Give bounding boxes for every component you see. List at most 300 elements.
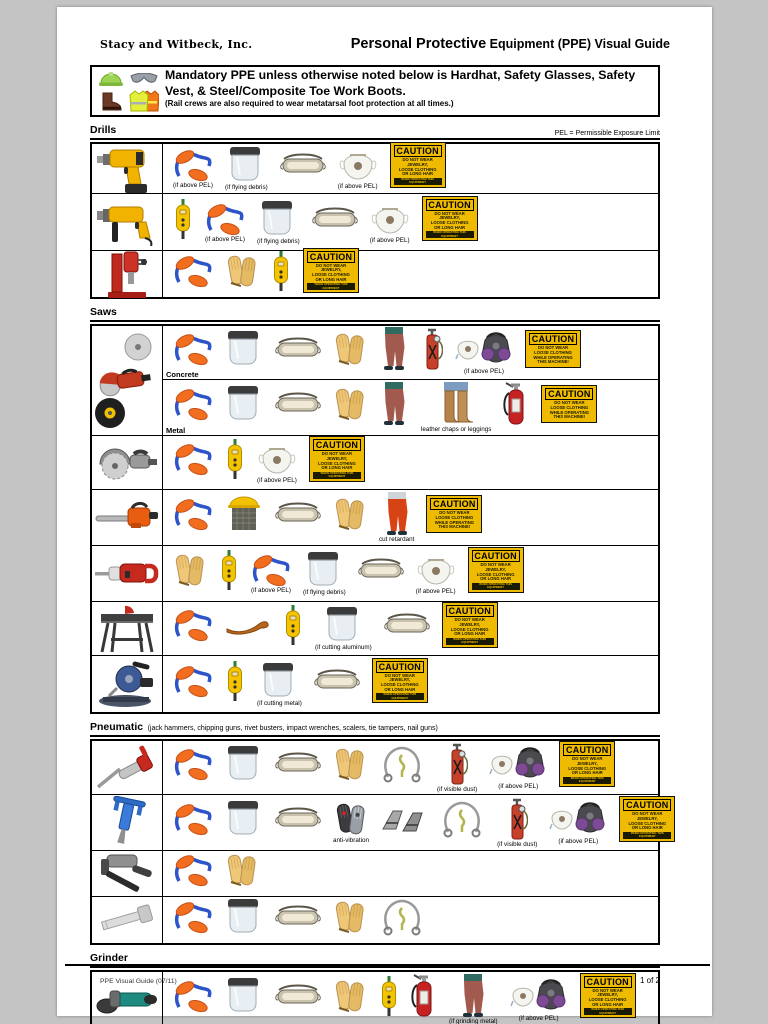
ppe-item — [358, 556, 404, 591]
tool-row — [92, 251, 658, 297]
safety-vests-icon — [129, 90, 159, 112]
respirator-combo-icon — [489, 745, 547, 783]
tool-cell — [92, 251, 163, 297]
circular-saw-image — [96, 442, 158, 484]
cut-retardant-chaps-icon — [382, 492, 412, 536]
caution-machine-sign — [541, 385, 597, 423]
chaps-icon — [458, 974, 488, 1018]
gfci-cord-icon — [283, 604, 303, 646]
caution-sign-title: CAUTION — [623, 799, 671, 811]
ppe-item — [455, 330, 513, 375]
ppe-item — [257, 441, 297, 484]
ppe-item — [225, 330, 263, 375]
tool-cell — [92, 436, 163, 489]
ppe-caption: (if cutting aluminum) — [315, 644, 372, 651]
ppe-caption: (if above PEL) — [369, 236, 410, 244]
caution-machine-sign — [525, 330, 581, 368]
ppe-item — [271, 250, 291, 299]
caution-sign-title: CAUTION — [472, 550, 520, 562]
caution-equipment-sign — [422, 196, 478, 242]
caution-sign-line: WHEN OPERATING THIS EQUIPMENT — [563, 777, 611, 784]
caution-sign-line: DO NOT WEAR JEWELRY, — [434, 210, 465, 221]
ppe-cell — [163, 546, 658, 601]
caution-sign-line: LOOSE CLOTHING — [628, 820, 667, 826]
angle-grinder-image — [96, 981, 158, 1017]
caution-sign-line: DO NOT WEAR — [439, 509, 470, 515]
ppe-item — [333, 899, 367, 942]
ppe-item — [333, 496, 367, 539]
ppe-item — [225, 438, 245, 487]
ppe-item — [219, 549, 239, 598]
mag-drill-image — [104, 250, 150, 298]
caution-equipment-sign — [559, 741, 615, 787]
ppe-item — [549, 800, 607, 845]
ppe-item — [173, 664, 213, 705]
ppe-item — [257, 662, 302, 707]
ppe-item — [225, 745, 263, 790]
earplugs-icon — [173, 747, 213, 781]
ppe-cell — [163, 897, 658, 943]
ppe-item — [303, 551, 346, 596]
ppe-item — [439, 800, 485, 845]
water-extinguisher-icon — [506, 797, 528, 841]
ppe-caption: (if above PEL) — [464, 368, 504, 375]
earplugs-icon — [173, 497, 213, 531]
ppe-item — [333, 746, 367, 789]
caution-sign-line: OR LONG HAIR — [315, 276, 347, 282]
fire-extinguisher-icon — [411, 973, 437, 1019]
ppe-item — [333, 331, 367, 374]
safety-glasses-icon — [130, 73, 158, 84]
ppe-caption: anti-vibration — [333, 837, 370, 844]
ppe-item — [421, 382, 491, 433]
ppe-item — [541, 385, 597, 430]
leather-leggings-icon — [439, 382, 473, 426]
ppe-item — [379, 745, 425, 790]
earplugs-icon — [173, 664, 213, 698]
water-extinguisher-icon — [446, 742, 468, 786]
ppe-item — [489, 745, 547, 790]
caution-sign-line: OR LONG HAIR — [321, 465, 353, 471]
caution-sign-line: LOOSE CLOTHING — [534, 349, 572, 355]
caution-machine-sign — [426, 495, 482, 533]
caution-equipment-sign — [372, 658, 428, 704]
ppe-item — [173, 387, 213, 428]
caution-equipment-sign — [442, 602, 498, 648]
face-shield-icon — [260, 662, 298, 700]
chipping-hammer-image — [96, 745, 158, 791]
caution-sign-line: LOOSE CLOTHING — [312, 272, 350, 278]
caution-sign-line: OR LONG HAIR — [434, 224, 466, 230]
caution-sign-line: WHEN OPERATING THIS EQUIPMENT — [584, 1008, 632, 1015]
ppe-caption: (if flying debris) — [257, 237, 300, 245]
leather-gloves-icon — [333, 496, 367, 532]
goggles-icon — [275, 500, 321, 528]
caution-sign-title: CAUTION — [584, 976, 632, 988]
gfci-cord-icon — [225, 660, 245, 702]
ppe-item — [309, 436, 365, 489]
goggles-icon — [358, 556, 404, 584]
ppe-item — [381, 805, 427, 840]
respirator-combo-icon — [510, 977, 568, 1015]
caution-sign-line: WHEN OPERATING THIS EQUIPMENT — [313, 472, 361, 479]
section-grinder — [90, 948, 660, 1024]
tool-row — [92, 851, 658, 897]
face-shield-icon — [305, 551, 343, 589]
caution-sign-line: LOOSE CLOTHING — [318, 460, 356, 466]
mandatory-ppe-rail-note: (Rail crews are also required to wear metatarsal foot protection at all times.) — [165, 99, 454, 108]
ppe-caption: (if above PEL) — [173, 182, 213, 189]
gfci-cord-icon — [225, 438, 245, 480]
ppe-item — [173, 979, 213, 1020]
caution-sign-line: LOOSE CLOTHING — [550, 404, 589, 410]
face-shield-icon — [259, 200, 297, 238]
tool-row — [92, 795, 669, 851]
ppe-item — [173, 442, 213, 483]
material-label: Concrete — [166, 370, 199, 379]
ppe-item — [173, 254, 213, 295]
tool-cell — [92, 490, 163, 545]
section-note: PEL = Permissible Exposure Limit — [554, 130, 660, 137]
ppe-item — [275, 903, 321, 938]
reciprocating-saw-image — [95, 557, 159, 591]
ppe-caption: (if flying debris) — [225, 184, 268, 191]
dust-mask-icon — [258, 441, 296, 477]
caution-sign-line: LOOSE CLOTHING — [450, 626, 489, 632]
face-shield-icon — [225, 800, 263, 838]
footer-page-number: 1 of 2 — [639, 976, 660, 985]
earplugs-icon — [173, 979, 213, 1013]
goggles-icon — [275, 750, 321, 778]
anti-vibration-gloves-icon — [334, 801, 368, 837]
caution-sign-line: LOOSE CLOTHING — [430, 220, 469, 226]
cordless-drill-image — [96, 144, 158, 194]
caution-equipment-sign — [390, 142, 446, 188]
ppe-item — [312, 205, 358, 240]
hardhat-icon — [99, 70, 123, 87]
tool-cell — [92, 741, 163, 794]
tool-cell — [92, 546, 163, 601]
tool-row — [92, 656, 658, 712]
caution-sign-title: CAUTION — [313, 439, 361, 451]
ppe-item — [372, 658, 428, 711]
water-extinguisher-icon — [421, 327, 443, 371]
goggles-icon — [275, 390, 321, 418]
ppe-item — [225, 615, 271, 642]
ppe-cell — [163, 795, 669, 850]
ppe-caption: (if above PEL) — [518, 1014, 559, 1022]
goggles-icon — [275, 805, 321, 833]
leather-gloves-icon — [225, 852, 259, 888]
leather-gloves-icon — [333, 331, 367, 367]
caution-sign-title: CAUTION — [394, 145, 442, 157]
caution-sign-line: LOOSE CLOTHING — [380, 682, 419, 688]
section-title: Saws — [90, 306, 117, 318]
jackhammer-image — [107, 796, 147, 850]
caution-sign-line: WHILE OPERATING — [533, 354, 573, 360]
ppe-caption: (if flying debris) — [303, 589, 346, 596]
caution-equipment-sign — [580, 973, 636, 1019]
ppe-caption: leather chaps or leggings — [421, 426, 492, 433]
ppe-item — [251, 553, 291, 594]
ppe-item — [173, 497, 213, 538]
ppe-item — [449, 974, 498, 1024]
ppe-caption: (if cutting metal) — [257, 699, 302, 707]
ppe-item — [426, 495, 482, 540]
gfci-cord-icon — [379, 975, 399, 1017]
ppe-cell — [163, 972, 658, 1024]
caution-equipment-sign — [619, 796, 675, 842]
ppe-caption: (if above PEL) — [337, 183, 378, 190]
caution-sign-line: DO NOT WEAR JEWELRY, — [402, 157, 433, 167]
metatarsal-guards-icon — [381, 805, 427, 833]
tool-row — [92, 602, 658, 656]
leather-gloves-icon — [333, 746, 367, 782]
caution-sign-line: DO NOT WEAR — [537, 344, 569, 350]
tool-cell — [92, 897, 163, 943]
ppe-caption: (if above PEL) — [558, 838, 599, 845]
face-shield-icon — [227, 146, 265, 184]
face-shield-icon — [225, 330, 263, 368]
earplugs-icon — [173, 387, 213, 421]
whip-check-icon — [379, 898, 425, 936]
ppe-item — [411, 973, 437, 1024]
caution-equipment-sign — [309, 436, 365, 482]
section-header — [90, 302, 660, 322]
dust-mask-icon — [339, 147, 377, 183]
leather-gloves-icon — [333, 899, 367, 935]
tool-cell — [92, 656, 163, 712]
leather-gloves-icon — [225, 253, 259, 289]
page-title — [351, 35, 670, 53]
earplugs-icon — [173, 254, 213, 288]
cutoff-saw-image — [94, 331, 160, 431]
face-shield-icon — [225, 385, 263, 423]
gfci-cord-icon — [173, 198, 193, 240]
goggles-icon — [314, 667, 360, 695]
mesh-face-shield-icon — [225, 494, 263, 534]
mandatory-ppe-statement: Mandatory PPE unless otherwise noted below is Hardhat, Safety Glasses, Safety Vest, & Steel/Composite Toe Work Boots. — [165, 68, 636, 98]
face-shield-icon — [225, 745, 263, 783]
caution-sign-line: OR LONG HAIR — [571, 770, 603, 776]
fire-extinguisher-icon — [503, 381, 529, 427]
ppe-caption: (if above PEL) — [251, 587, 291, 594]
section-pneumatic — [90, 717, 669, 945]
earplugs-icon — [205, 202, 245, 236]
tool-row — [92, 897, 658, 943]
respirator-combo-icon — [455, 330, 513, 368]
ppe-caption: (if visible dust) — [497, 841, 538, 848]
caution-equipment-sign — [303, 248, 359, 294]
caution-sign-line: OR LONG HAIR — [454, 631, 486, 637]
ppe-item — [225, 977, 263, 1022]
chaps-icon — [379, 382, 409, 426]
mandatory-ppe-icons — [92, 67, 161, 115]
tool-row — [92, 326, 658, 436]
tool-row — [92, 194, 658, 251]
ppe-caption: (if above PEL) — [498, 783, 539, 790]
ppe-caption: (if above PEL) — [415, 588, 456, 595]
tool-cell — [92, 851, 163, 896]
caution-sign-title: CAUTION — [426, 199, 474, 211]
ppe-sections — [90, 120, 669, 1024]
whip-check-icon — [379, 745, 425, 783]
ppe-item — [379, 382, 409, 433]
section-header — [90, 120, 660, 140]
ppe-cell — [163, 251, 658, 297]
face-shield-icon — [225, 977, 263, 1015]
ppe-table — [90, 739, 669, 945]
face-shield-icon — [225, 898, 263, 936]
miter-saw-image — [97, 660, 157, 708]
ppe-item — [333, 801, 369, 844]
mandatory-ppe-box — [90, 65, 660, 117]
ppe-table — [90, 324, 660, 714]
tool-row — [92, 144, 658, 194]
ppe-item — [280, 151, 326, 186]
ppe-item — [225, 660, 245, 709]
ppe-item — [225, 385, 263, 430]
tool-cell — [92, 144, 163, 193]
subrow-wrap — [163, 326, 658, 435]
ppe-cell — [163, 656, 658, 712]
tool-row — [92, 490, 658, 546]
ppe-caption: (if visible dust) — [437, 786, 478, 793]
caution-sign-line: WHILE OPERATING — [434, 519, 474, 525]
ppe-item — [525, 330, 581, 375]
ppe-item — [442, 602, 498, 655]
ppe-caption: (if above PEL) — [257, 477, 297, 484]
caution-sign-line: DO NOT WEAR JEWELRY, — [321, 451, 353, 461]
caution-sign-line: OR LONG HAIR — [592, 1001, 624, 1007]
ppe-item — [314, 667, 360, 702]
ppe-item — [390, 142, 446, 195]
caution-sign-line: OR LONG HAIR — [384, 686, 416, 692]
section-drills — [90, 120, 660, 299]
company-logo: Stacy and Witbeck, Inc. — [100, 38, 253, 51]
corded-drill-image — [97, 198, 157, 246]
whip-check-icon — [439, 800, 485, 838]
ppe-item — [379, 898, 425, 943]
leather-gloves-icon — [333, 978, 367, 1014]
ppe-cell — [163, 144, 658, 193]
goggles-icon — [275, 335, 321, 363]
nail-gun-image — [99, 851, 155, 897]
gfci-cord-icon — [271, 250, 291, 292]
caution-sign-line: WHEN OPERATING THIS EQUIPMENT — [307, 283, 355, 290]
tool-row — [92, 546, 658, 602]
caution-sign-line: DO NOT WEAR — [554, 399, 585, 405]
ppe-item — [173, 853, 213, 894]
earplugs-icon — [173, 332, 213, 366]
table-saw-image — [99, 604, 155, 654]
caution-sign-line: WHILE OPERATING — [549, 409, 589, 415]
caution-sign-line: LOOSE CLOTHING — [398, 166, 437, 172]
caution-sign-line: OR LONG HAIR — [631, 825, 663, 831]
section-header — [90, 717, 660, 737]
ppe-item — [275, 805, 321, 840]
ppe-item — [275, 750, 321, 785]
caution-equipment-sign — [468, 547, 524, 593]
leather-gloves-icon — [173, 552, 207, 588]
section-saws — [90, 302, 660, 714]
caution-sign-line: WHEN OPERATING THIS EQUIPMENT — [446, 638, 494, 645]
caution-sign-title: CAUTION — [545, 388, 593, 400]
caution-sign-line: LOOSE CLOTHING — [476, 571, 515, 577]
goggles-icon — [384, 611, 430, 639]
ppe-item — [225, 852, 259, 895]
caution-sign-title: CAUTION — [446, 605, 494, 617]
footer-doc-name: PPE Visual Guide (07/11) — [100, 978, 177, 985]
leather-gloves-icon — [333, 386, 367, 422]
ppe-item — [510, 977, 568, 1022]
tool-cell — [92, 795, 163, 850]
ppe-table — [90, 142, 660, 299]
ppe-item — [173, 900, 213, 941]
ppe-item — [379, 492, 414, 543]
document-page — [57, 7, 712, 1024]
ppe-item — [225, 494, 263, 541]
caution-sign-line: DO NOT WEAR JEWELRY, — [592, 987, 623, 998]
section-title: Pneumatic — [90, 721, 144, 733]
face-shield-icon — [324, 606, 362, 644]
earplugs-icon — [251, 553, 291, 587]
caution-sign-line: DO NOT WEAR JEWELRY, — [384, 672, 415, 683]
push-stick-icon — [225, 615, 271, 635]
ppe-caption: (if grinding metal) — [449, 1017, 498, 1024]
ppe-item — [422, 196, 478, 249]
ppe-cell — [163, 851, 658, 896]
caution-sign-title: CAUTION — [563, 744, 611, 756]
caution-sign-line: LOOSE CLOTHING — [588, 997, 627, 1003]
ppe-item — [225, 253, 259, 296]
goggles-icon — [275, 903, 321, 931]
tamper-bar-image — [98, 899, 156, 941]
tool-row — [92, 972, 658, 1024]
earplugs-icon — [173, 442, 213, 476]
caution-sign-line: WHEN OPERATING THIS EQUIPMENT — [376, 693, 424, 700]
ppe-item — [205, 202, 245, 243]
ppe-cell — [163, 436, 658, 489]
ppe-item — [559, 741, 615, 794]
dust-mask-icon — [417, 552, 455, 588]
ppe-item — [503, 381, 529, 434]
caution-sign-line: DO NOT WEAR JEWELRY, — [572, 756, 603, 766]
goggles-icon — [275, 982, 321, 1010]
ppe-item — [173, 332, 213, 373]
earplugs-icon — [173, 148, 213, 182]
work-boot-icon — [100, 92, 122, 111]
ppe-item — [275, 982, 321, 1017]
caution-sign-line: DO NOT WEAR JEWELRY, — [480, 562, 511, 572]
ppe-caption: (if above PEL) — [205, 235, 245, 243]
ppe-item — [283, 604, 303, 653]
mandatory-ppe-text — [161, 67, 658, 115]
ppe-item — [173, 148, 213, 189]
tool-row — [92, 436, 658, 490]
goggles-icon — [280, 151, 326, 179]
ppe-item — [173, 747, 213, 788]
caution-sign-line: WHEN OPERATING THIS EQUIPMENT — [426, 231, 474, 238]
ppe-item — [468, 547, 524, 600]
ppe-item — [173, 198, 193, 247]
ppe-item — [379, 975, 399, 1024]
earplugs-icon — [173, 900, 213, 934]
caution-sign-line: DO NOT WEAR JEWELRY, — [454, 617, 485, 627]
caution-sign-line: LOOSE CLOTHING — [435, 514, 474, 520]
section-subtitle: (jack hammers, chipping guns, rivet busters, impact wrenches, scalers, tie tampers, nail guns) — [147, 725, 438, 732]
section-title: Grinder — [90, 952, 128, 964]
